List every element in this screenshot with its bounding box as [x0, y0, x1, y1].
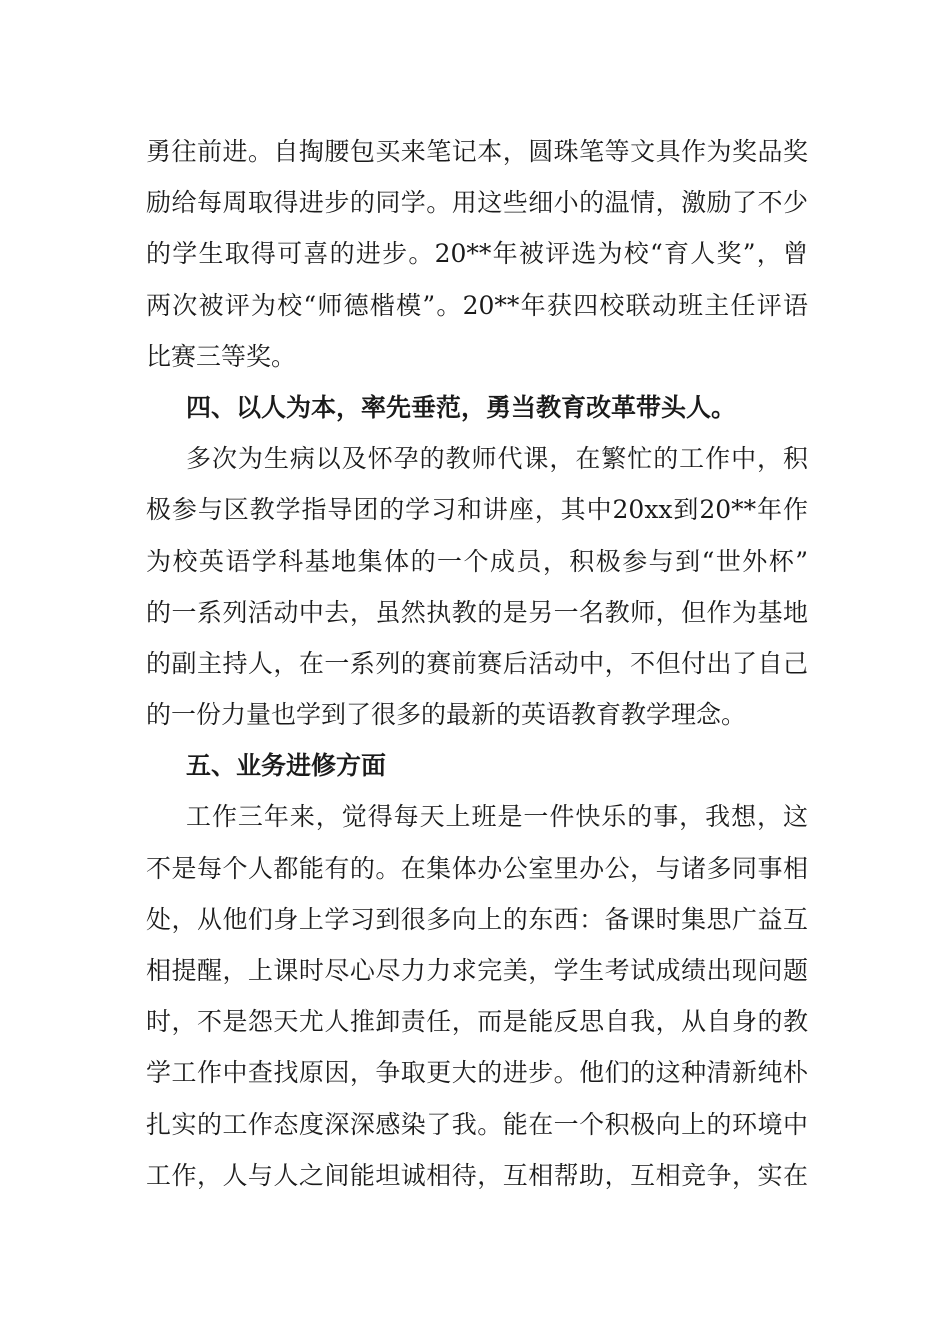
para3-line-4: 相提醒，上课时尽心尽力力求完美，学生考试成绩出现问题	[146, 956, 808, 985]
section-heading-5: 五、业务进修方面	[186, 751, 387, 781]
para1-line-2: 励给每周取得进步的同学。用这些细小的温情，激励了不少	[146, 188, 808, 218]
para3-line-3: 处，从他们身上学习到很多向上的东西：备课时集思广益互	[146, 904, 808, 934]
para1-line-3: 的学生取得可喜的进步。20**年被评选为校“育人奖”，曾	[146, 239, 808, 269]
para3-line-6: 学工作中查找原因，争取更大的进步。他们的这种清新纯朴	[146, 1058, 808, 1088]
para2-line-5: 的副主持人，在一系列的赛前赛后活动中，不但付出了自己	[146, 648, 808, 678]
para2-line-2: 极参与区教学指导团的学习和讲座，其中20xx到20**年作	[146, 495, 808, 525]
section-heading-4: 四、以人为本，率先垂范，勇当教育改革带头人。	[186, 392, 737, 422]
para3-line-1: 工作三年来，觉得每天上班是一件快乐的事，我想，这	[186, 802, 808, 832]
para2-line-1: 多次为生病以及怀孕的教师代课，在繁忙的工作中，积	[186, 444, 808, 474]
para1-line-5: 比赛三等奖。	[146, 341, 297, 371]
para3-line-8: 工作，人与人之间能坦诚相待，互相帮助，互相竞争，实在	[146, 1160, 808, 1190]
para3-line-5: 时，不是怨天尤人推卸责任，而是能反思自我，从自身的教	[146, 1007, 808, 1037]
para3-line-7: 扎实的工作态度深深感染了我。能在一个积极向上的环境中	[146, 1109, 808, 1139]
document-body	[146, 126, 808, 1201]
para2-line-3: 为校英语学科基地集体的一个成员，积极参与到“世外杯”	[146, 546, 808, 576]
para1-line-4: 两次被评为校“师德楷模”。20**年获四校联动班主任评语	[146, 290, 808, 320]
para3-line-2: 不是每个人都能有的。在集体办公室里办公，与诸多同事相	[146, 853, 808, 883]
para1-line-1: 勇往前进。自掏腰包买来笔记本，圆珠笔等文具作为奖品奖	[146, 137, 808, 166]
para2-line-6: 的一份力量也学到了很多的最新的英语教育教学理念。	[146, 700, 747, 730]
para2-line-4: 的一系列活动中去，虽然执教的是另一名教师，但作为基地	[146, 597, 808, 627]
